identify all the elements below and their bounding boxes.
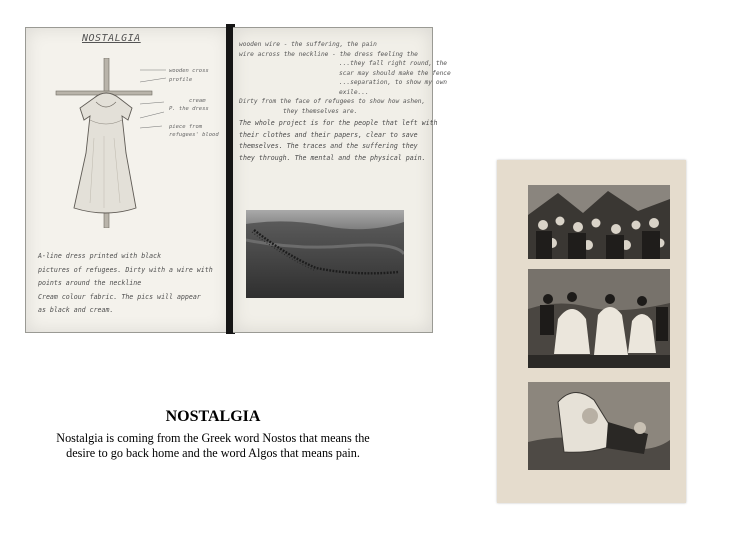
- note-line: exile...: [339, 88, 369, 96]
- right-page-notes-top: [239, 40, 451, 116]
- caption-title: NOSTALGIA: [165, 408, 261, 425]
- note-line: themselves. The traces and the suffering they: [239, 142, 418, 150]
- note-line: The whole project is for the people that left with: [239, 119, 438, 127]
- annotation-refugees: piece from refugees' blood: [169, 124, 219, 138]
- sketch-heading: NOSTALGIA: [82, 33, 141, 44]
- note-line: pictures of refugees. Dirty with a wire with: [38, 265, 213, 274]
- note-line: as black and cream.: [38, 306, 114, 314]
- sketchbook-right-page: [233, 27, 451, 333]
- annotation-cream: cream: [189, 98, 206, 104]
- refugee-crowd-photo: [528, 185, 670, 259]
- caption-line-2: desire to go back home and the word Algos that means pain.: [66, 446, 360, 460]
- caption-line-1: Nostalgia is coming from the Greek word Nostos that means the: [56, 431, 370, 445]
- note-line: A-line dress printed with black: [38, 252, 162, 260]
- note-line: they themselves are.: [283, 107, 358, 115]
- note-line: Dirty from the face of refugees to show how ashen,: [239, 98, 426, 105]
- refugee-group-photo: [528, 269, 670, 368]
- refugee-march-photo: [246, 210, 404, 298]
- note-line: ...separation, to show my own: [339, 79, 448, 86]
- note-line: wire across the neckline - the dress feeling the: [239, 50, 418, 58]
- woman-headscarf-photo: [528, 382, 670, 470]
- note-line: scar may should make the fence: [339, 69, 451, 77]
- note-line: Cream colour fabric. The pics will appear: [38, 292, 201, 301]
- note-line: they through. The mental and the physical pain.: [239, 153, 426, 162]
- note-line: their clothes and their papers, clear to save: [239, 130, 418, 139]
- annotation-wooden-cross: wooden cross: [169, 68, 209, 74]
- left-page-notes: [38, 250, 213, 318]
- sketchbook-spread: [25, 27, 451, 331]
- sketchbook-left-page: [25, 27, 229, 333]
- note-line: points around the neckline: [38, 279, 142, 287]
- annotation-profile: profile: [169, 77, 193, 83]
- fabric-print: [497, 160, 686, 503]
- right-page-notes-mid: [239, 118, 438, 164]
- note-line: wooden wire - the suffering, the pain: [239, 41, 377, 48]
- note-line: ...they fall right round, the: [339, 60, 448, 67]
- annotation-dress: P. the dress: [169, 106, 209, 112]
